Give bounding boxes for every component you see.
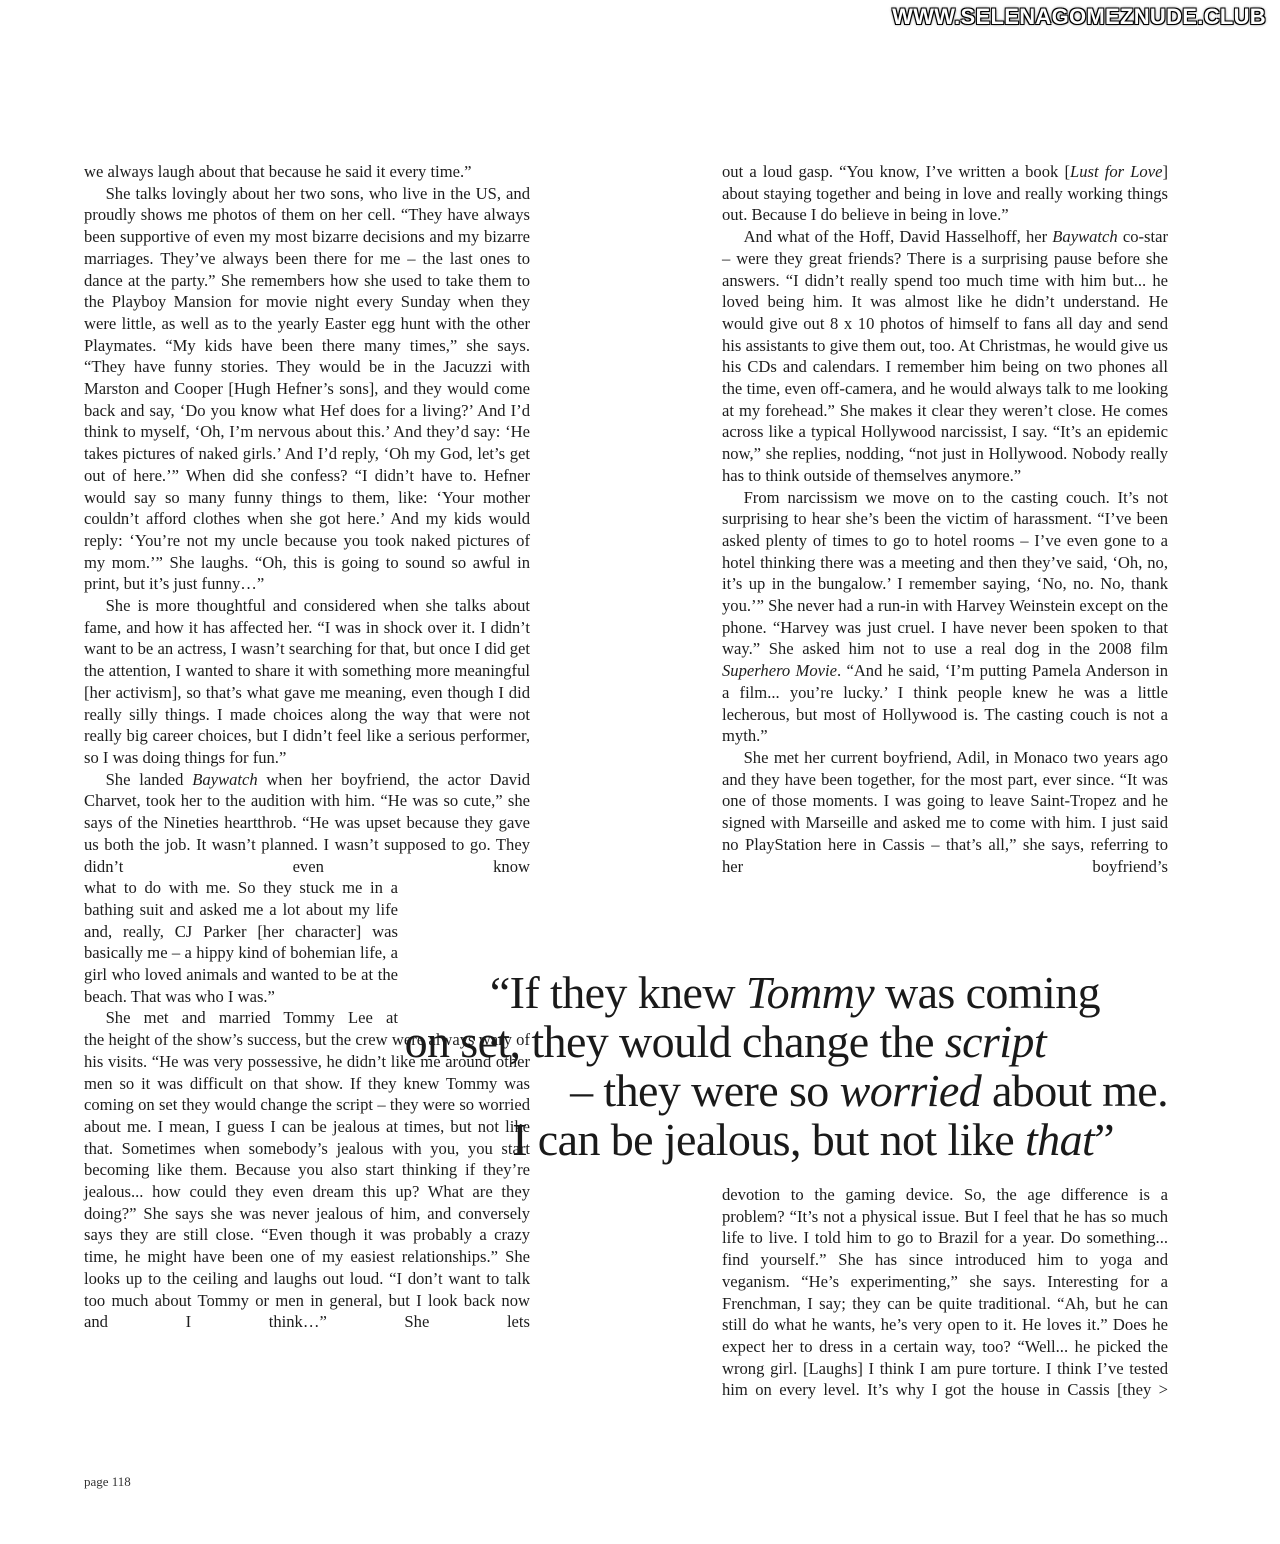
pull-quote	[380, 968, 1180, 1164]
watermark-text: WWW.SELENAGOMEZNUDE.CLUB	[892, 4, 1266, 29]
paragraph: She talks lovingly about her two sons, who live in the US, and proudly shows me photos of them on her cell. “They have always been supportive of even my most bizarre decisions and my bizarre marriages. They’ve always been there for me – the last ones to dance at the party.” She remembers how she used to take them to the Playboy Mansion for movie night every Sunday when they were little, as well as to the yearly Easter egg hunt with the other Playmates. “My kids have been there many times,” she says. “They have funny stories. They would be in the Jacuzzi with Marston and Cooper [Hugh Hefner’s sons], and they would come back and say, ‘Do you know what Hef does for a living?’ And I’d think to myself, ‘Oh, I’m nervous about this.’ And they’d say: ‘He takes pictures of naked girls.’ And I’d reply, ‘Oh my God, let’s get out of here.’” When did she confess? “I didn’t have to. Hefner would say so many funny things to them, like: ‘Your mother couldn’t afford clothes when she got here.’ And my kids would reply: ‘You’re not my uncle because you took naked pictures of my mom.’” She laughs. “Oh, this is going to sound so awful in print, but it’s just funny…”	[84, 183, 530, 594]
paragraph: the height of the show’s success, but the crew were always wary of his visits. “He was very possessive, he didn’t like me around other men so it was difficult on that show. If they knew Tommy was coming on set they would change the script – they were so worried about me. I mean, I guess I can be jealous at times, but not like that. Sometimes when somebody’s jealous with you, you start becoming like them. Because you also start thinking if they’re jealous... how could they even dream this up? What are they doing?” She says she was never jealous of him, and conversely says they are still close. “Even though it was probably a crazy time, he might have been one of my easiest relationships.” She looks up to the ceiling and laughs out loud. “I don’t want to talk too much about Tommy or men in general, but I look back now and I think…” She lets	[84, 1030, 530, 1332]
paragraph: what to do with me. So they stuck me in a bathing suit and asked me a lot about my life and, really, CJ Parker [her character] was basically me – a hippy kind of bohemian life, a girl who loved animals and wanted to be at the beach. That was who I was.”	[84, 878, 398, 1006]
pull-quote-line: “If they knew Tommy was coming	[489, 967, 1100, 1018]
pull-quote-line: on set, they would change the script	[404, 1016, 1046, 1067]
pull-quote-line: – they were so worried about me.	[570, 1065, 1168, 1116]
page-number: page 118	[84, 1474, 131, 1489]
paragraph: we always laugh about that because he said it every time.”	[84, 162, 472, 181]
paragraph: devotion to the gaming device. So, the age difference is a problem? “It’s not a physical issue. But I feel that he has so much life to live. I told him to go to Brazil for a year. Do something... find yourself.” She has since introduced him to yoga and veganism. “He’s experimenting,” she says. Interesting for a Frenchman, I say; they can be quite traditional. “Ah, but he can still do what he wants, he’s very open to it. He loves it.” Does he expect her to dress in a certain way, too? “Well... he picked the wrong girl. [Laughs] I think I am pure torture. I think I’ve tested him on every level. It’s why I got the house in Cassis [they >	[722, 1185, 1168, 1400]
paragraph: And what of the Hoff, David Hasselhoff, her Baywatch co-star – were they great friends? There is a surprising pause before she answers. “I didn’t really spend too much time with him but... he loved being him. It was almost like he didn’t understand. He would give out 8 x 10 photos of himself to fans all day and send his assistants to give them out, too. At Christmas, he would give us his CDs and calendars. I remember him being on two phones all the time, even off-camera, and he would always talk to me looking at my forehead.” She makes it clear they weren’t close. He comes across like a typical Hollywood narcissist, I say. “It’s an epidemic now,” she replies, nodding, “not just in Hollywood. Nobody really has to think outside of themselves anymore.”	[722, 227, 1168, 485]
paragraph: She landed Baywatch when her boyfriend, the actor David Charvet, took her to the audition with him. “He was so cute,” she says of the Nineties heartthrob. “He was upset because they gave us both the job. It wasn’t planned. I wasn’t supposed to go. They didn’t even know	[84, 769, 531, 876]
paragraph: She met her current boyfriend, Adil, in Monaco two years ago and they have been together, for the most part, ever since. “It was one of those moments. I was going to leave Saint-Tropez and he signed with Marseille and asked me to come with him. I just said no PlayStation here in Cassis – that’s all,” she says, referring to her boyfriend’s	[722, 747, 1168, 876]
paragraph: She is more thoughtful and considered when she talks about fame, and how it has affected her. “I was in shock over it. I didn’t want to be an actress, I wasn’t searching for that, but once I did get the attention, I wanted to share it with something more meaningful [her activism], so that’s what gave me meaning, even though I did really silly things. I made choices along the way that were not really big career choices, but I didn’t feel like a serious performer, so I was doing things for fun.”	[84, 596, 530, 767]
right-column	[722, 161, 1168, 877]
paragraph: out a loud gasp. “You know, I’ve written a book [Lust for Love] about staying together and being in love and really working things out. Because I do believe in being in love.”	[722, 162, 1168, 225]
right-column-continued	[722, 1184, 1168, 1401]
paragraph: From narcissism we move on to the casting couch. It’s not surprising to hear she’s been the victim of harassment. “I’ve been asked plenty of times to go to hotel rooms – I’ve even gone to a hotel thinking there was a meeting and then they’ve said, ‘Oh, no, it’s up in the bungalow.’ I remember saying, ‘No, no. No, thank you.’” She never had a run-in with Harvey Weinstein except on the phone. “Harvey was just cruel. I have never been spoken to that way.” She asked him not to use a real dog in the 2008 film Superhero Movie. “And he said, ‘I’m putting Pamela Anderson in a film... you’re lucky.’ I think people knew he was a little lecherous, but most of Hollywood is. The casting couch is not a myth.”	[722, 487, 1168, 746]
pull-quote-line: I can be jealous, but not like that”	[512, 1114, 1114, 1165]
paragraph: She met and married Tommy Lee at	[105, 1008, 398, 1028]
